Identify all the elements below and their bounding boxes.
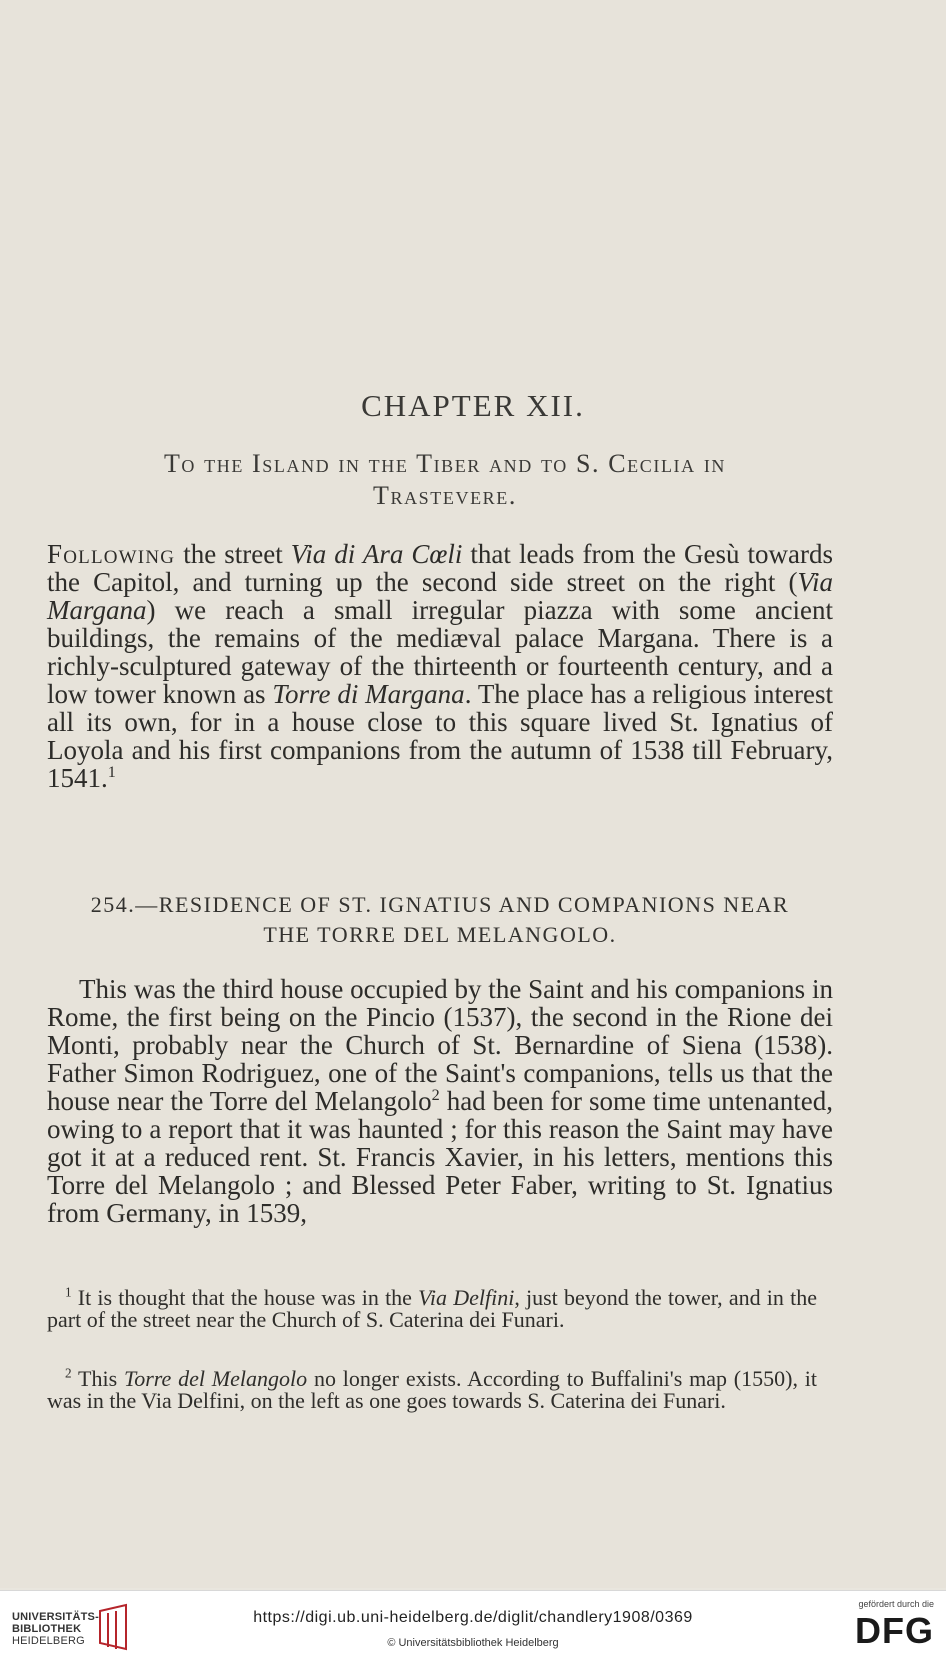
- footnote-2-italic: Torre del Melangolo: [123, 1366, 308, 1391]
- footer-bar: [0, 1590, 946, 1660]
- section-heading: [47, 890, 833, 950]
- intro-text-3: ) we reach a small irregular piazza with some ancient buildings, the remains of the mediæval palace Margana. There is a richly-sculptured gateway of the thirteenth or fourteenth century, and a low tower known as: [47, 595, 833, 709]
- footnote-1-italic: Via Delfini: [418, 1285, 515, 1310]
- footnote-1: [47, 1284, 817, 1332]
- section-text-1: This was the third house occupied by the Saint and his companions in Rome, the first being on the Pincio (1537), the second in the Rione dei Monti, probably near the Church of St. Bernardine of Siena (1538). Father Simon Rodriguez, one of the Saint's companions, tells us that the house near the Torre del Melangolo: [47, 974, 833, 1116]
- footnote-2-number: 2: [65, 1365, 72, 1381]
- dfg-logo: DFG: [855, 1610, 934, 1651]
- section-paragraph: [47, 975, 833, 1227]
- footnote-2-text-1: This: [71, 1366, 124, 1391]
- copyright-text: © Universitätsbibliothek Heidelberg: [387, 1637, 559, 1649]
- intro-paragraph: [47, 540, 833, 792]
- footnote-1-text-2: , just beyond the tower, and in the part of the street near the Church of S. Caterina dei Funari.: [47, 1285, 817, 1332]
- intro-italic-1: Via di Ara Cœli: [290, 539, 463, 569]
- subtitle-line-1: To the Island in the Tiber and to S. Cecilia in: [163, 449, 727, 478]
- intro-text-4: . The place has a religious interest all its own, for in a house close to this square lived St. Ignatius of Loyola and his first companions from the autumn of 1538 till February, 1541.: [47, 679, 833, 793]
- subtitle-line-2: Trastevere.: [373, 481, 517, 510]
- intro-italic-2: Via Margana: [47, 567, 833, 625]
- page-url-link[interactable]: https://digi.ub.uni-heidelberg.de/diglit/chandlery1908/0369: [253, 1609, 693, 1626]
- section-text-2: had been for some time untenanted, owing to a report that it was haunted ; for this reason the Saint may have got it at a reduced rent. St. Francis Xavier, in his letters, mentions this Torre del Melangolo ; and Blessed Peter Faber, writing to St. Ignatius from Germany, in 1539,: [47, 1086, 833, 1228]
- footnote-ref-2: 2: [431, 1086, 440, 1104]
- library-name-line-3: HEIDELBERG: [12, 1635, 85, 1647]
- section-heading-line-2: THE TORRE DEL MELANGOLO.: [263, 922, 617, 947]
- funding-label: gefördert durch die: [858, 1599, 934, 1609]
- intro-text-2: that leads from the Gesù towards the Capitol, and turning up the second side street on the right (: [47, 539, 833, 597]
- chapter-title: CHAPTER XII.: [361, 388, 585, 423]
- footnote-1-text-1: It is thought that the house was in the: [71, 1285, 419, 1310]
- footnote-1-number: 1: [65, 1284, 72, 1300]
- library-name-line-2: BIBLIOTHEK: [12, 1623, 82, 1635]
- intro-lead-word: Following: [47, 539, 176, 569]
- chapter-subtitle: [40, 448, 850, 512]
- footnote-2-text-2: no longer exists. According to Buffalini's map (1550), it was in the Via Delfini, on the left as one goes towards S. Caterina dei Funari.: [47, 1366, 818, 1413]
- section-heading-line-1: 254.—RESIDENCE OF ST. IGNATIUS AND COMPANIONS NEAR: [90, 892, 790, 917]
- intro-text-1: the street: [175, 539, 291, 569]
- library-name-line-1: UNIVERSITÄTS-: [12, 1611, 99, 1623]
- footnote-ref-1: 1: [107, 763, 116, 781]
- footnote-2: [47, 1365, 818, 1413]
- intro-italic-3: Torre di Margana: [272, 679, 465, 709]
